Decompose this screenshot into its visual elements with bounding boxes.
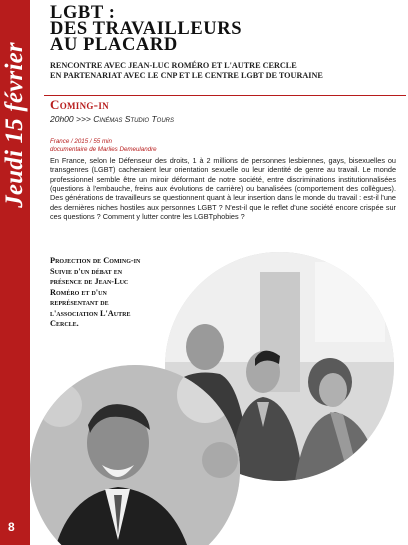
page-subtitle [50,61,405,81]
title-line: AU PLACARD [50,35,178,55]
projection-line: Projection de Coming-in [50,256,141,265]
projection-line: représentant de [50,298,109,307]
section-divider [44,95,406,96]
event-time: 20h00 >>> [50,114,91,124]
film-country-year-duration: France / 2015 / 55 min [50,138,112,145]
projection-line: l'association L'Autre [50,308,131,318]
page-number: 8 [8,520,15,534]
title-line: DES TRAVAILLEURS [50,19,243,39]
event-date-vertical [2,10,28,240]
page-title [50,5,400,53]
event-title: Coming-in [50,97,109,112]
projection-line: Cercle. [50,319,79,328]
film-meta [50,138,157,154]
projection-note [50,256,175,330]
event-date-text: Jeudi 15 février [1,42,29,208]
film-director: documentaire de Marlies Demeulandre [50,146,157,153]
projection-line: Suivie d'un débat en [50,266,123,276]
side-band [0,0,30,545]
subtitle-line: RENCONTRE AVEC JEAN-LUC ROMÉRO ET L'AUTRE CERCLE [50,61,297,70]
event-description: En France, selon le Défenseur des droits, 1 à 2 millions de personnes lesbiennes, gays, bisexuelles ou transgenres (LGBT) cacheraient leur orientation sexuelle ou leur identité de genre au travail. Le monde professionnel semble être un miroir déformant de notre société, entre discriminations institutionnalisées (questions à l'embauche, freins aux évolutions de carrière) ou banalisées (comportement des collègues). Des générations de travailleurs se questionnent quant à leur insertion dans le monde du travail : est-il l'une des dernières niches hostiles aux personnes LGBT ? N'est-il que le reflet d'une société encore crispée sur ces questions ? Comment y lutter contre les LGBTphobies ? [50,156,396,222]
event-venue: Cinémas Studio Tours [93,114,174,124]
projection-line: présence de Jean-Luc [50,277,129,286]
projection-line: Roméro et d'un [50,287,107,297]
subtitle-line: EN PARTENARIAT AVEC LE CNP ET LE CENTRE LGBT DE TOURAINE [50,71,323,80]
event-schedule [50,114,174,124]
title-line: LGBT : [50,3,116,23]
